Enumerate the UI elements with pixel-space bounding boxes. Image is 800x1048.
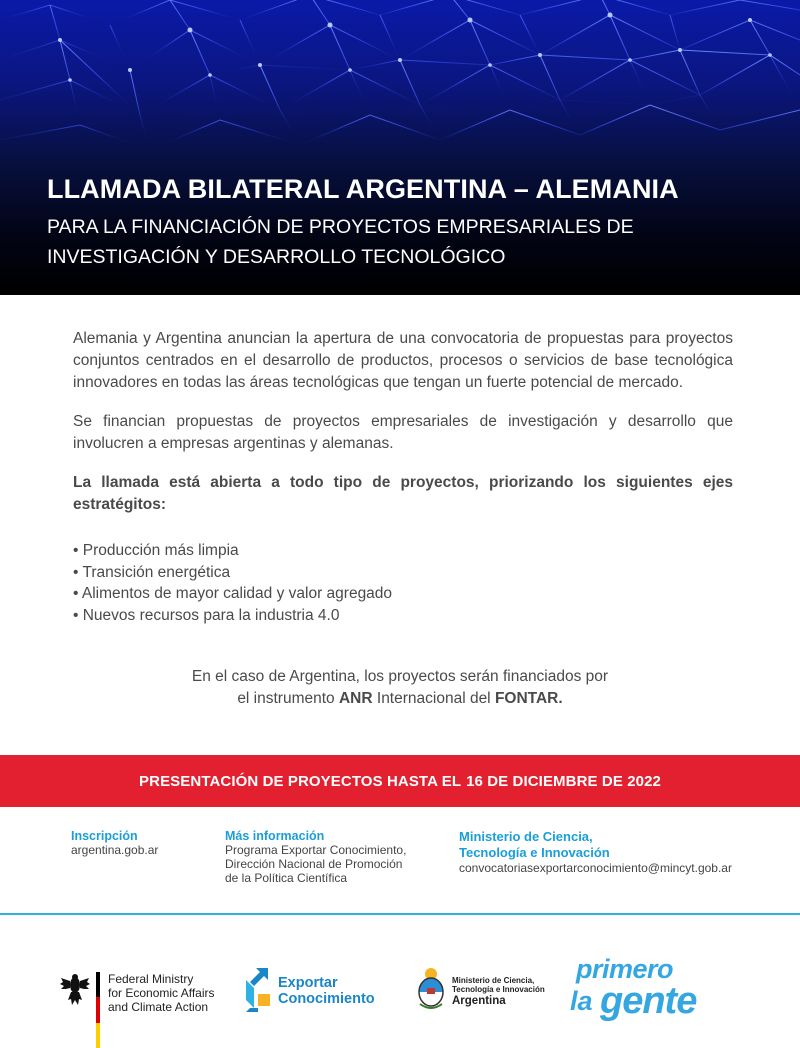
deadline-banner: [0, 755, 800, 807]
bmwk-line: and Climate Action: [108, 1000, 209, 1014]
exportar-line: Exportar: [278, 975, 338, 991]
hero-subtitle-line1: PARA LA FINANCIACIÓN DE PROYECTOS EMPRESARIALES DE: [47, 216, 634, 238]
bmwk-line: for Economic Affairs: [108, 986, 215, 1000]
deadline-date: 16 DE DICIEMBRE DE 2022: [466, 772, 661, 790]
german-flag-icon: [96, 972, 100, 1048]
mas-info-line: de la Política Científica: [225, 871, 348, 885]
hero-subtitle-line2: INVESTIGACIÓN Y DESARROLLO TECNOLÓGICO: [47, 246, 506, 268]
ministerio-logo-country: Argentina: [452, 995, 506, 1007]
ministerio-logo-line: Tecnología e Innovación: [452, 985, 545, 994]
ministerio-logo-line: Ministerio de Ciencia,: [452, 976, 535, 985]
bmwk-logo: [60, 970, 220, 1048]
list-item: • Nuevos recursos para la industria 4.0: [73, 606, 340, 624]
anr-label: ANR: [338, 690, 373, 707]
bmwk-text: [108, 972, 215, 1014]
list-item: • Alimentos de mayor calidad y valor agregado: [73, 585, 393, 602]
ministerio-logo: [416, 966, 566, 1016]
ministerio-block: [459, 829, 732, 875]
contact-email[interactable]: convocatoriasexportarconocimiento@mincyt.gob.ar: [459, 861, 732, 875]
ministerio-heading-2: Tecnología e Innovación: [459, 845, 610, 860]
mas-info-line: Dirección Nacional de Promoción: [225, 857, 403, 871]
bmwk-line: Federal Ministry: [108, 972, 194, 986]
mas-info-block: [225, 829, 406, 885]
argentina-shield-icon: [416, 966, 446, 1010]
gente-word: gente: [600, 980, 697, 1022]
mas-info-heading: Más información: [225, 829, 325, 843]
la-word: la: [570, 986, 593, 1016]
exportar-line: Conocimiento: [278, 991, 375, 1007]
exportar-text: [278, 975, 375, 1007]
priorities-paragraph: La llamada está abierta a todo tipo de proyectos, priorizando los siguientes ejes estratégitos:: [73, 474, 733, 513]
funding-paragraph: Se financian propuestas de proyectos empresariales de investigación y desarrollo que involucren a empresas argentinas y alemanas.: [73, 413, 733, 452]
closing-text: [100, 666, 700, 710]
divider: [0, 913, 800, 915]
exportar-arrows-icon: [242, 966, 272, 1014]
closing-line2-mid: Internacional del: [372, 690, 495, 707]
hero-banner: [0, 0, 800, 295]
ministerio-logo-text: [452, 976, 545, 1008]
inscripcion-link[interactable]: argentina.gob.ar: [71, 843, 159, 857]
list-item: • Transición energética: [73, 563, 231, 581]
exportar-conocimiento-logo: [242, 966, 392, 1016]
closing-line1: En el caso de Argentina, los proyectos serán financiados por: [191, 668, 609, 685]
ministerio-heading-1: Ministerio de Ciencia,: [459, 829, 593, 844]
eagle-icon: [60, 972, 90, 1006]
list-item: • Producción más limpia: [73, 542, 239, 559]
inscripcion-heading: Inscripción: [71, 829, 138, 843]
closing-line2: [100, 688, 700, 710]
primero-la-gente-logo: [570, 954, 730, 1034]
intro-paragraph: Alemania y Argentina anuncian la apertura de una convocatoria de propuestas para proyectos conjuntos centrados en el desarrollo de productos, procesos o servicios de base tecnológica innovadores en todas las áreas tecnológicas que tengan un fuerte potencial de mercado.: [73, 330, 733, 391]
priority-list: [73, 540, 733, 626]
body-content: [73, 328, 733, 626]
fontar-label: FONTAR.: [494, 690, 563, 707]
inscripcion-block: [71, 829, 158, 857]
closing-line2-prefix: el instrumento: [237, 690, 339, 707]
mas-info-line: Programa Exportar Conocimiento,: [225, 843, 407, 857]
hero-subtitle: [47, 212, 767, 272]
hero-title: LLAMADA BILATERAL ARGENTINA – ALEMANIA: [47, 174, 679, 204]
deadline-prefix: PRESENTACIÓN DE PROYECTOS HASTA EL: [139, 772, 462, 790]
primero-word: primero: [576, 954, 674, 984]
